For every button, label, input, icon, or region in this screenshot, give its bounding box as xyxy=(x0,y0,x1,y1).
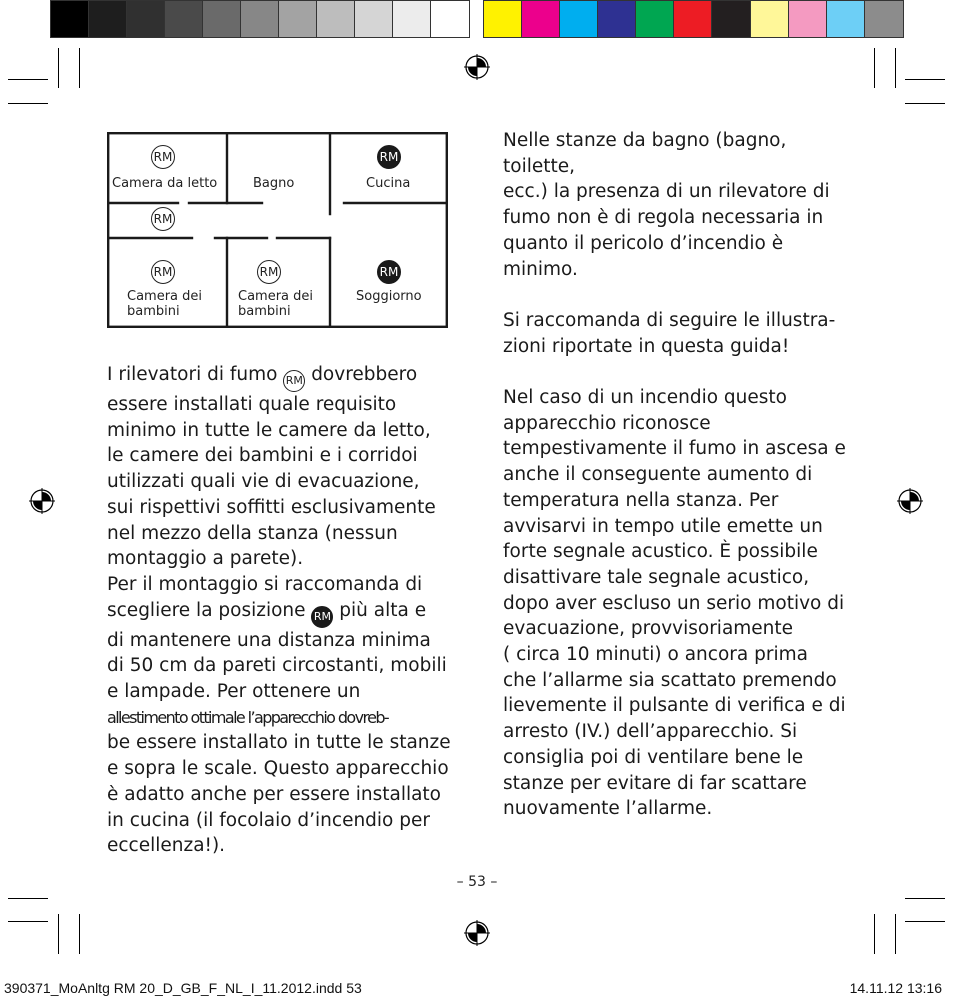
smoke-detector-icon: RM xyxy=(257,260,281,284)
text-line: scegliere la posizione xyxy=(107,599,312,621)
room-label-soggiorno: Soggiorno xyxy=(356,289,422,304)
color-swatch xyxy=(674,1,712,37)
smoke-detector-icon: RM xyxy=(283,370,305,392)
right-column xyxy=(503,128,848,822)
crop-mark xyxy=(8,79,48,80)
crop-mark xyxy=(79,48,80,88)
paragraph-smoke-detectors xyxy=(107,362,452,572)
crop-mark xyxy=(8,898,48,899)
color-swatch xyxy=(89,1,127,37)
color-swatch xyxy=(317,1,355,37)
crop-mark xyxy=(905,103,945,104)
crop-mark xyxy=(874,48,875,88)
paragraph-mounting xyxy=(107,572,452,859)
text-line: disattivare tale segnale acustico, xyxy=(503,566,810,588)
color-swatch xyxy=(598,1,636,37)
text-line: zioni riportate in questa guida! xyxy=(503,335,790,357)
grayscale-color-bar xyxy=(50,0,470,38)
smoke-detector-icon: RM xyxy=(377,145,401,169)
text-line: temperatura nella stanza. Per xyxy=(503,489,779,511)
page-number: – 53 – xyxy=(456,874,498,890)
paragraph-follow-guide xyxy=(503,308,848,359)
text-line: eccellenza!). xyxy=(107,835,226,857)
text-line: e lampade. Per ottenere un xyxy=(107,681,361,703)
text-line: le camere dei bambini e i corridoi xyxy=(107,445,418,467)
text-line: arresto (IV.) dell’apparecchio. Si xyxy=(503,721,798,743)
text-line: allestimento ottimale l’apparecchio dovreb- xyxy=(107,707,389,727)
room-label-cucina: Cucina xyxy=(366,176,411,191)
smoke-detector-icon: RM xyxy=(151,145,175,169)
text-line: quanto il pericolo d’incendio è xyxy=(503,232,784,254)
crop-mark xyxy=(905,79,945,80)
text-line: evacuazione, provvisoriamente xyxy=(503,618,794,640)
color-swatch xyxy=(636,1,674,37)
text-line: di mantenere una distanza minima xyxy=(107,629,431,651)
text-line: forte segnale acustico. È possibile xyxy=(503,541,818,563)
crop-mark xyxy=(895,914,896,954)
color-swatch xyxy=(522,1,560,37)
color-swatch xyxy=(241,1,279,37)
color-swatch xyxy=(279,1,317,37)
text-line: minimo in tutte le camere da letto, xyxy=(107,419,431,441)
crop-mark xyxy=(79,914,80,954)
text-line: lievemente il pulsante di verifica e di xyxy=(503,695,846,717)
smoke-detector-icon: RM xyxy=(311,606,333,628)
registration-mark-icon xyxy=(464,54,490,80)
registration-mark-icon xyxy=(464,920,490,946)
color-swatch xyxy=(865,1,903,37)
paragraph-fire-alarm xyxy=(503,385,848,822)
crop-mark xyxy=(905,921,945,922)
text-line: più alta e xyxy=(333,599,427,621)
crop-mark xyxy=(895,48,896,88)
paragraph-bathrooms xyxy=(503,128,848,282)
registration-mark-icon xyxy=(29,488,55,514)
registration-mark-icon xyxy=(897,488,923,514)
crop-mark xyxy=(8,921,48,922)
text-line: dovrebbero xyxy=(305,364,418,385)
room-label-bagno: Bagno xyxy=(253,176,295,191)
crop-mark xyxy=(58,48,59,88)
slug-date: 14.11.12 13:16 xyxy=(849,980,942,996)
text-line: e sopra le scale. Questo apparecchio xyxy=(107,758,449,780)
color-swatch xyxy=(203,1,241,37)
color-swatch xyxy=(393,1,431,37)
text-line: tempestivamente il fumo in ascesa e xyxy=(503,438,846,460)
left-column xyxy=(107,362,452,859)
color-swatch xyxy=(789,1,827,37)
text-line: sui rispettivi soffitti esclusivamente xyxy=(107,496,436,518)
text-line: nel mezzo della stanza (nessun xyxy=(107,522,398,544)
text-line: apparecchio riconosce xyxy=(503,412,711,434)
text-line: nuovamente l’allarme. xyxy=(503,798,713,820)
text-line: consiglia poi di ventilare bene le xyxy=(503,746,804,768)
slug-filename: 390371_MoAnltg RM 20_D_GB_F_NL_I_11.2012.indd 53 xyxy=(4,980,362,996)
color-swatch xyxy=(484,1,522,37)
color-swatch xyxy=(827,1,865,37)
text-line: be essere installato in tutte le stanze xyxy=(107,732,451,754)
text-line: utilizzati quali vie di evacuazione, xyxy=(107,471,420,493)
color-swatch xyxy=(751,1,789,37)
text-line: Si raccomanda di seguire le illustra- xyxy=(503,309,836,331)
color-swatch xyxy=(560,1,598,37)
text-line: ( circa 10 minuti) o ancora prima xyxy=(503,644,808,666)
smoke-detector-icon: RM xyxy=(151,260,175,284)
text-line: stanze per evitare di far scattare xyxy=(503,772,807,794)
crop-mark xyxy=(58,914,59,954)
process-color-bar xyxy=(483,0,904,38)
color-swatch xyxy=(51,1,89,37)
text-line: in cucina (il focolaio d’incendio per xyxy=(107,809,430,831)
smoke-detector-icon: RM xyxy=(377,260,401,284)
text-line: che l’allarme sia scattato premendo xyxy=(503,669,837,691)
color-swatch xyxy=(355,1,393,37)
color-swatch xyxy=(431,1,469,37)
text-line: anche il conseguente aumento di xyxy=(503,464,813,486)
text-line: essere installati quale requisito xyxy=(107,394,397,415)
text-line: Per il montaggio si raccomanda di xyxy=(107,573,423,595)
text-line: montaggio a parete). xyxy=(107,548,304,570)
text-line: è adatto anche per essere installato xyxy=(107,783,442,805)
room-label-camera-bambini: Camera dei bambini xyxy=(127,289,203,319)
crop-mark xyxy=(874,914,875,954)
text-line: Nelle stanze da bagno (bagno, toilette, xyxy=(503,130,787,177)
text-line: di 50 cm da pareti circostanti, mobili xyxy=(107,655,447,677)
text-line: Nel caso di un incendio questo xyxy=(503,387,787,408)
crop-mark xyxy=(8,103,48,104)
text-line: dopo aver escluso un serio motivo di xyxy=(503,592,845,614)
crop-mark xyxy=(905,898,945,899)
text-line: ecc.) la presenza di un rilevatore di xyxy=(503,181,830,203)
text-line: fumo non è di regola necessaria in xyxy=(503,207,824,229)
text-line: I rilevatori di fumo xyxy=(107,364,284,385)
smoke-detector-icon: RM xyxy=(151,207,175,231)
room-label-camera-bambini: Camera dei bambini xyxy=(238,289,314,319)
text-line: minimo. xyxy=(503,258,578,280)
color-swatch xyxy=(127,1,165,37)
room-label-camera-da-letto: Camera da letto xyxy=(112,176,218,191)
floor-plan-diagram xyxy=(107,132,448,328)
color-swatch xyxy=(712,1,750,37)
text-line: avvisarvi in tempo utile emette un xyxy=(503,515,823,537)
color-swatch xyxy=(165,1,203,37)
